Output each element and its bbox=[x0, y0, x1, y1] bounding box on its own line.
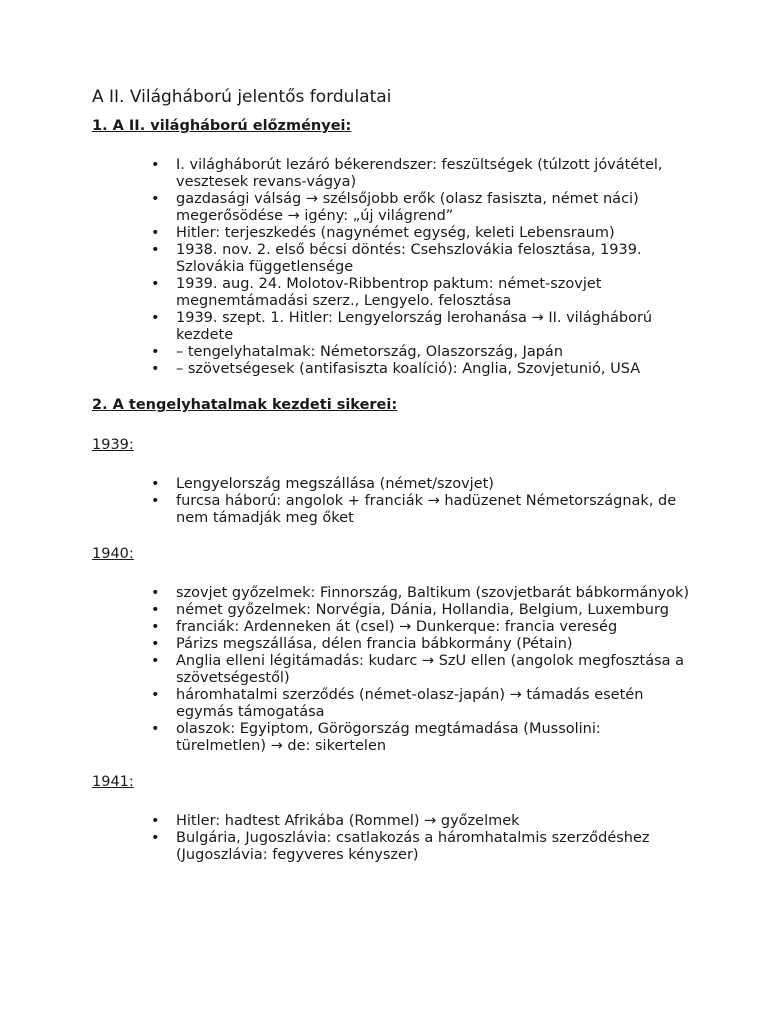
spacer bbox=[92, 415, 692, 436]
spacer bbox=[92, 564, 692, 585]
list-item: • Lengyelország megszállása (német/szovjet) bbox=[92, 476, 692, 493]
spacer bbox=[92, 527, 692, 545]
list-item: • Bulgária, Jugoszlávia: csatlakozás a háromhatalmis szerződéshez (Jugoszlávia: fegyveres kényszer) bbox=[92, 830, 692, 864]
list-item: • 1938. nov. 2. első bécsi döntés: Csehszlovákia felosztása, 1939. Szlovákia függetlensége bbox=[92, 242, 692, 276]
document-title: A II. Világháború jelentős fordulatai bbox=[92, 87, 392, 107]
list-item: • Hitler: hadtest Afrikába (Rommel) → győzelmek bbox=[92, 813, 692, 830]
spacer bbox=[92, 136, 692, 157]
section-1-list bbox=[92, 157, 692, 378]
section-heading-1: 1. A II. világháború előzményei: bbox=[92, 118, 352, 134]
spacer bbox=[92, 455, 692, 476]
list-item: • 1939. szept. 1. Hitler: Lengyelország lerohanása → II. világháború kezdete bbox=[92, 310, 692, 344]
list-item: • franciák: Ardenneken át (csel) → Dunkerque: francia vereség bbox=[92, 619, 692, 636]
list-item: • gazdasági válság → szélsőjobb erők (olasz fasiszta, német náci) megerősödése → igény: „új világrend” bbox=[92, 191, 692, 225]
list-item: • háromhatalmi szerződés (német-olasz-japán) → támadás esetén egymás támogatása bbox=[92, 687, 692, 721]
year-heading-1939: 1939: bbox=[92, 437, 134, 453]
list-item: • Hitler: terjeszkedés (nagynémet egység, keleti Lebensraum) bbox=[92, 225, 692, 242]
spacer bbox=[92, 792, 692, 813]
spacer bbox=[92, 378, 692, 396]
list-item: • I. világháborút lezáró békerendszer: feszültségek (túlzott jóvátétel, vesztesek revans-vágya) bbox=[92, 157, 692, 191]
year-1941-list bbox=[92, 813, 692, 864]
section-heading-2: 2. A tengelyhatalmak kezdeti sikerei: bbox=[92, 397, 398, 413]
list-item: • olaszok: Egyiptom, Görögország megtámadása (Mussolini: türelmetlen) → de: sikertelen bbox=[92, 721, 692, 755]
list-item: • német győzelmek: Norvégia, Dánia, Hollandia, Belgium, Luxemburg bbox=[92, 602, 692, 619]
document-page bbox=[92, 86, 692, 864]
year-heading-1940: 1940: bbox=[92, 546, 134, 562]
list-item: • – szövetségesek (antifasiszta koalíció): Anglia, Szovjetunió, USA bbox=[92, 361, 692, 378]
list-item: • – tengelyhatalmak: Németország, Olaszország, Japán bbox=[92, 344, 692, 361]
list-item: • furcsa háború: angolok + franciák → hadüzenet Németországnak, de nem támadják meg őket bbox=[92, 493, 692, 527]
year-heading-1941: 1941: bbox=[92, 774, 134, 790]
spacer bbox=[92, 755, 692, 773]
year-1940-list bbox=[92, 585, 692, 755]
list-item: • 1939. aug. 24. Molotov-Ribbentrop paktum: német-szovjet megnemtámadási szerz., Lengyelo. felosztása bbox=[92, 276, 692, 310]
year-1939-list bbox=[92, 476, 692, 527]
list-item: • Párizs megszállása, délen francia bábkormány (Pétain) bbox=[92, 636, 692, 653]
list-item: • Anglia elleni légitámadás: kudarc → SzU ellen (angolok megfosztása a szövetségestől) bbox=[92, 653, 692, 687]
list-item: • szovjet győzelmek: Finnország, Baltikum (szovjetbarát bábkormányok) bbox=[92, 585, 692, 602]
